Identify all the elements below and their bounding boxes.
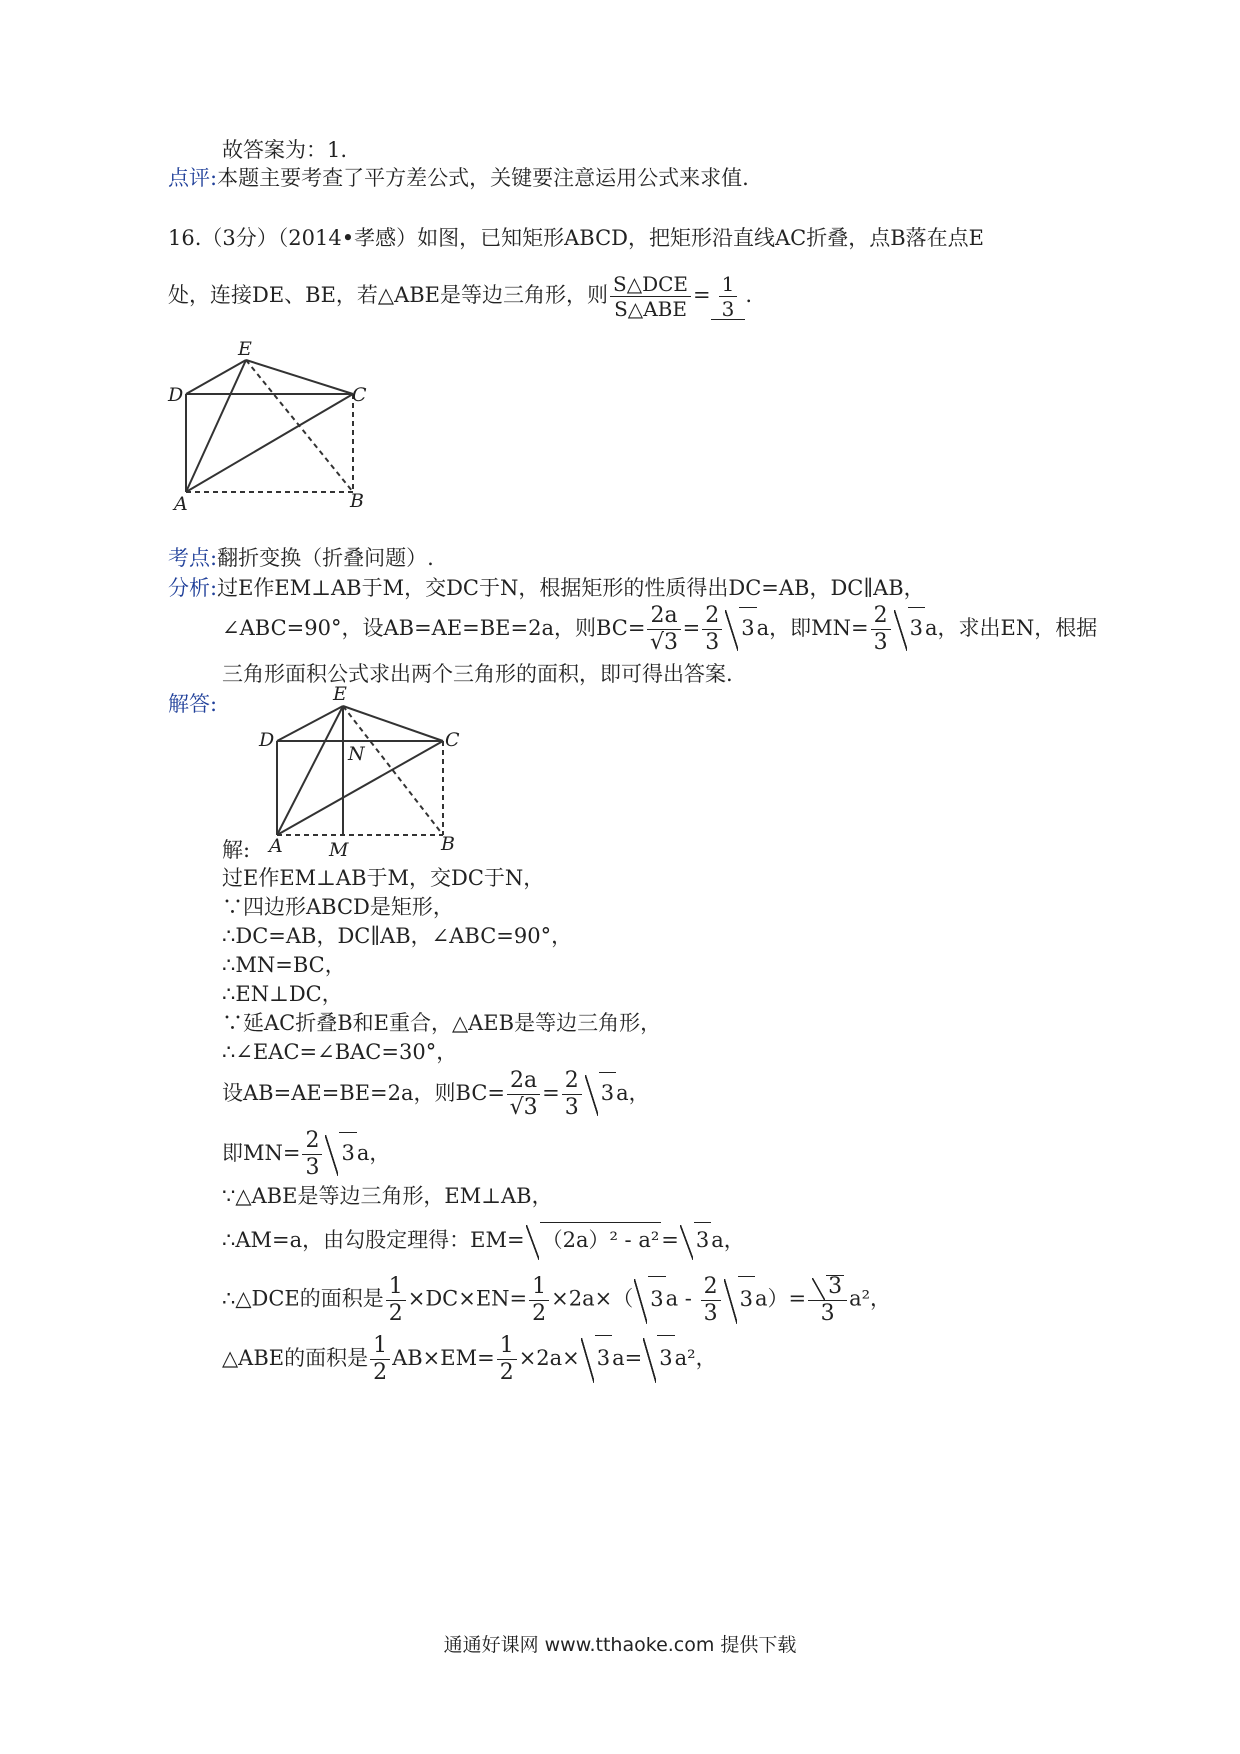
problem-period: . — [745, 283, 753, 307]
area-ratio-fraction — [610, 274, 691, 319]
step13-sqrt-2-value: 3 — [657, 1335, 674, 1380]
step12-half-1 — [386, 1273, 406, 1326]
step9-frac-den: 3 — [305, 1155, 320, 1180]
solution-step-3: ∴DC=AB，DC∥AB，∠ABC=90°， — [222, 924, 573, 948]
area-ratio-numerator: S△DCE — [610, 274, 691, 297]
step9-sqrt — [325, 1132, 356, 1173]
step8-text: 设AB=AE=BE=2a，则BC= — [222, 1081, 506, 1105]
step12-f: a²， — [849, 1286, 892, 1311]
solution-step-2: ∵四边形ABCD是矩形， — [222, 895, 454, 919]
step11-tail: a， — [711, 1228, 745, 1252]
page-footer: 通通好课网 www.tthaoke.com 提供下载 — [443, 1634, 797, 1656]
step13-half-2-num: 1 — [497, 1335, 517, 1360]
step12-frac-sqrt-value: 3 — [828, 1274, 843, 1299]
fig2-label-d: D — [259, 729, 275, 751]
fenxi-line-3: 三角形面积公式求出两个三角形的面积，即可得出答案. — [222, 662, 733, 686]
fenxi-eq: = — [682, 616, 701, 640]
jie-label: 解: — [222, 838, 251, 862]
answer-blank — [711, 274, 746, 320]
step12-half-1-num: 1 — [386, 1276, 406, 1301]
step8-frac2-num: 2 — [562, 1070, 582, 1095]
step12-half-2-num: 1 — [529, 1276, 549, 1301]
step9-text: 即MN= — [222, 1141, 301, 1165]
step13-e: a²， — [674, 1346, 717, 1370]
fig1-label-c: C — [352, 384, 367, 406]
fenxi-frac2-den: 3 — [705, 630, 720, 655]
step8-tail: a， — [616, 1081, 650, 1105]
step12-sqrt-2 — [724, 1276, 755, 1321]
step9-frac-num: 2 — [302, 1130, 322, 1155]
fig1-label-a: A — [174, 493, 188, 515]
fenxi-frac2-num: 2 — [702, 605, 722, 630]
fenxi-frac-num: 2a — [647, 605, 680, 630]
step13-sqrt-2 — [643, 1335, 674, 1380]
fig2-label-n: N — [348, 743, 365, 765]
fenxi-frac-2a-root3 — [647, 605, 680, 654]
figure-2 — [255, 680, 480, 860]
step8-frac2-den: 3 — [564, 1095, 579, 1120]
jieda-tag: 解答: — [168, 692, 218, 716]
fenxi-sqrt-b-value: 3 — [908, 607, 925, 648]
step13-sqrt-1-value: 3 — [595, 1335, 612, 1380]
answer-fraction — [719, 274, 738, 319]
fenxi-frac3-den: 3 — [873, 630, 888, 655]
step13-half-2 — [497, 1335, 517, 1384]
answer-line: 故答案为：1. — [222, 138, 348, 162]
solution-step-8 — [222, 1070, 650, 1119]
step8-sqrt-value: 3 — [599, 1072, 616, 1113]
step9-tail: a， — [356, 1141, 391, 1165]
step13-half-2-den: 2 — [499, 1360, 514, 1385]
answer-numerator: 1 — [719, 274, 738, 297]
step13-text: △ABE的面积是 — [222, 1346, 369, 1370]
fig2-label-a: A — [269, 835, 283, 857]
comment — [168, 164, 749, 192]
solution-step-4: ∴MN=BC， — [222, 953, 346, 977]
step12-frac-root3-den: 3 — [820, 1301, 835, 1326]
area-ratio-denominator: S△ABE — [614, 297, 687, 321]
step11-eq: = — [661, 1228, 679, 1252]
kaodian — [168, 544, 434, 572]
step11-sqrt-value: 3 — [694, 1222, 711, 1257]
step12-half-2 — [529, 1273, 549, 1326]
fenxi-l2b: a，即MN= — [756, 616, 869, 640]
step12-d: a - — [665, 1286, 699, 1311]
fig2-label-e: E — [333, 683, 347, 705]
problem-line-2 — [168, 274, 752, 320]
step13-b: AB×EM= — [392, 1346, 495, 1370]
step11-sqrt — [680, 1222, 711, 1257]
step12-frac-2-3 — [701, 1273, 721, 1326]
step13-c: ×2a× — [518, 1346, 580, 1370]
step12-c: ×2a×（ — [551, 1286, 634, 1311]
fenxi-tag: 分析: — [168, 576, 218, 600]
fenxi-frac-2-3 — [702, 605, 722, 654]
step12-e: a）= — [754, 1286, 807, 1311]
fig1-label-d: D — [168, 384, 184, 406]
fig1-label-b: B — [350, 490, 364, 512]
step11-radicand: （2a）² - a² — [540, 1222, 662, 1257]
comment-tag: 点评: — [168, 166, 218, 190]
fenxi-frac-2-3-b — [871, 605, 891, 654]
solution-step-11 — [222, 1222, 745, 1257]
step12-frac-root3-3 — [808, 1275, 847, 1325]
equals-sign: = — [693, 283, 711, 307]
solution-step-6: ∵延AC折叠B和E重合，△AEB是等边三角形， — [222, 1011, 662, 1035]
step8-frac-num: 2a — [507, 1070, 540, 1095]
problem-line-2-text: 处，连接DE、BE，若△ABE是等边三角形，则 — [168, 283, 609, 307]
step12-half-2-den: 2 — [532, 1300, 547, 1326]
step12-sqrt-1 — [634, 1276, 665, 1321]
step12-sqrt-2-value: 3 — [738, 1276, 755, 1321]
fenxi-frac-den: √3 — [650, 630, 679, 655]
step8-frac-den: √3 — [509, 1095, 538, 1120]
comment-text: 本题主要考查了平方差公式，关键要注意运用公式来求值. — [217, 166, 749, 190]
fenxi-l2c: a，求出EN，根据 — [924, 616, 1098, 640]
step12-half-1-den: 2 — [388, 1300, 403, 1326]
kaodian-tag: 考点: — [168, 546, 218, 570]
fenxi-sqrt-value: 3 — [739, 607, 756, 648]
problem-line-1: 16.（3分）（2014•孝感）如图，已知矩形ABCD，把矩形沿直线AC折叠，点B落在点E — [168, 226, 984, 250]
step9-sqrt-value: 3 — [339, 1132, 356, 1173]
step11-text: ∴AM=a，由勾股定理得：EM= — [222, 1228, 525, 1252]
step13-d: a= — [612, 1346, 643, 1370]
fenxi-line-1 — [168, 574, 925, 602]
step13-half-1 — [370, 1335, 390, 1384]
step8-frac-2-3 — [562, 1070, 582, 1119]
solution-step-10: ∵△ABE是等边三角形，EM⊥AB， — [222, 1184, 553, 1208]
fenxi-sqrt — [725, 607, 756, 648]
solution-step-9 — [222, 1130, 390, 1179]
step12-frac-2-3-den: 3 — [703, 1300, 718, 1326]
step8-frac-2a-root3 — [507, 1070, 540, 1119]
fig2-label-m: M — [329, 839, 349, 860]
step12-sqrt-1-value: 3 — [648, 1276, 665, 1321]
solution-step-13 — [222, 1335, 717, 1384]
fenxi-line-1-text: 过E作EM⊥AB于M，交DC于N，根据矩形的性质得出DC=AB，DC∥AB， — [217, 576, 925, 600]
step12-frac-root3-num — [808, 1275, 847, 1301]
step12-b: ×DC×EN= — [407, 1286, 528, 1311]
step12-text: ∴△DCE的面积是 — [222, 1286, 384, 1311]
fenxi-l2a: ∠ABC=90°，设AB=AE=BE=2a，则BC= — [222, 616, 646, 640]
fenxi-frac3-num: 2 — [871, 605, 891, 630]
step11-sqrt-big — [526, 1222, 662, 1257]
answer-denominator: 3 — [721, 297, 735, 321]
step13-half-1-num: 1 — [370, 1335, 390, 1360]
figure-1 — [160, 335, 380, 520]
step13-sqrt-1 — [581, 1335, 612, 1380]
step8-eq: = — [542, 1081, 560, 1105]
solution-step-5: ∴EN⊥DC， — [222, 982, 343, 1006]
solution-step-7: ∴∠EAC=∠BAC=30°， — [222, 1040, 458, 1064]
solution-step-1: 过E作EM⊥AB于M，交DC于N， — [222, 866, 545, 890]
step13-half-1-den: 2 — [373, 1360, 388, 1385]
kaodian-text: 翻折变换（折叠问题）. — [217, 546, 434, 570]
fig1-label-e: E — [238, 338, 252, 360]
step12-frac-2-3-num: 2 — [701, 1276, 721, 1301]
step12-frac-sqrt — [812, 1275, 844, 1298]
fenxi-line-2 — [222, 605, 1097, 654]
fig2-label-b: B — [441, 833, 455, 855]
step9-frac-2-3 — [302, 1130, 322, 1179]
solution-step-12 — [222, 1275, 891, 1325]
fig2-label-c: C — [445, 729, 460, 751]
step8-sqrt — [585, 1072, 616, 1113]
fenxi-sqrt-b — [894, 607, 925, 648]
